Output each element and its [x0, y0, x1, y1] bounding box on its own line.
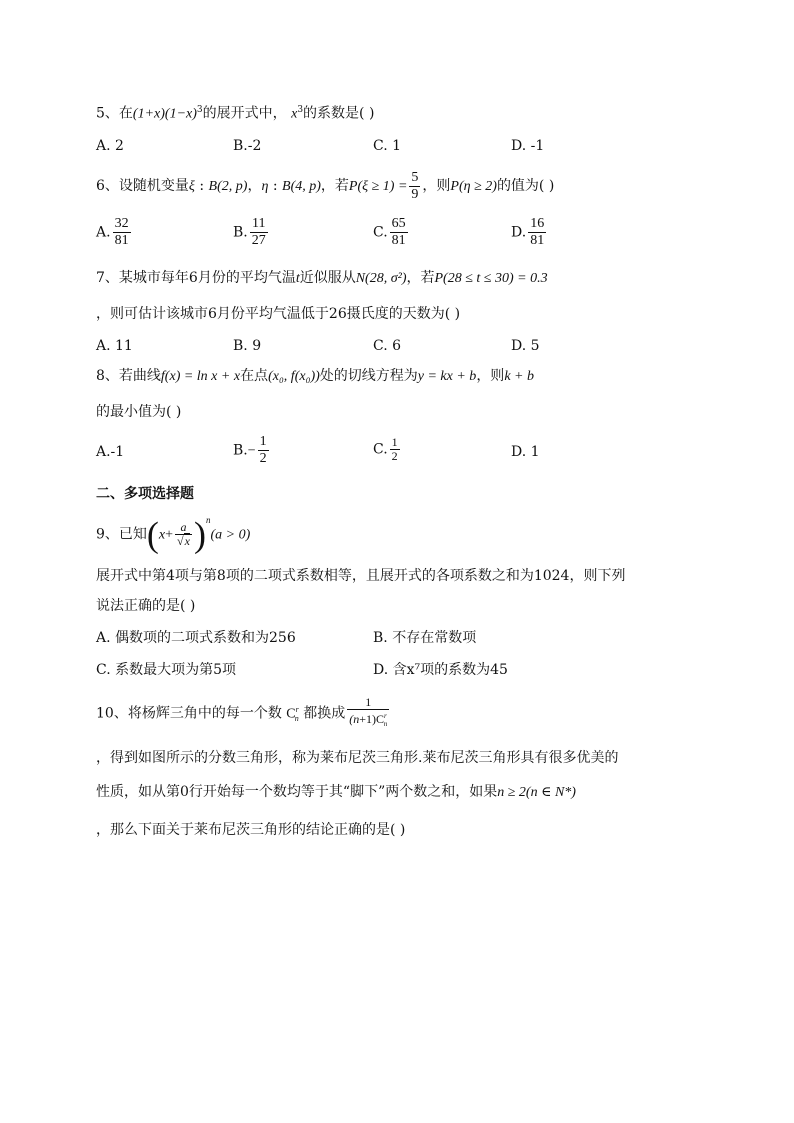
q10-stem-line1: 10、将杨辉三角中的每一个数 $C^r_n$ 都换成 $\frac{1}{(n+1)C^r_n}$ [96, 692, 391, 737]
q9-option-a[interactable]: A. 偶数项的二项式系数和为256 [96, 630, 296, 646]
q5-option-d[interactable]: D. -1 [511, 138, 545, 154]
section-heading-multiple-choice: 二、多项选择题 [96, 486, 194, 502]
q8-option-c[interactable]: C. $\frac{1}{2}$ [373, 435, 398, 463]
q7-option-b[interactable]: B. 9 [233, 338, 262, 354]
q7-option-d[interactable]: D. 5 [511, 338, 540, 354]
q8-option-b[interactable]: B.− $\frac{1}{2}$ [233, 434, 267, 466]
q9-stem-line3: 说法正确的是( ) [96, 598, 196, 614]
q10-stem-line4: ，那么下面关于莱布尼茨三角形的结论正确的是( ) [96, 822, 406, 838]
q10-stem-line2: ，得到如图所示的分数三角形，称为莱布尼茨三角形.莱布尼茨三角形具有很多优美的 [96, 750, 619, 766]
q6-option-a[interactable]: A. $\frac{32}{81}$ [96, 216, 129, 248]
q8-option-d[interactable]: D. 1 [511, 444, 540, 460]
q7-option-a[interactable]: A. 11 [96, 338, 133, 354]
q7-stem-line1: 7、某城市每年6月份的平均气温t近似服从N(28, σ²)，若P(28 ≤ t ≤ 30) = 0.3 [96, 270, 548, 286]
q6-option-c[interactable]: C. $\frac{65}{81}$ [373, 216, 406, 248]
q5-option-b[interactable]: B.-2 [233, 138, 262, 154]
q9-option-c[interactable]: C. 系数最大项为第5项 [96, 662, 237, 678]
q9-stem-line1: 9、已知(x+ $\frac{a}{√x}$ )$^n$(a > 0) [96, 514, 251, 555]
q8-stem-line2: 的最小值为( ) [96, 404, 182, 420]
q10-fraction: $\frac{1}{(n+1)C^r_n}$ [349, 694, 388, 729]
q5-expr: (1+x)(1−x) [132, 106, 197, 122]
q6-option-b[interactable]: B. $\frac{11}{27}$ [233, 216, 266, 248]
q7-stem-line2: ，则可估计该城市6月份平均气温低于26摄氏度的天数为( ) [96, 306, 461, 322]
q8-stem-line1: 8、若曲线f(x) = ln x + x在点(x₀, f(x₀))处的切线方程为y = kx + b，则k + b [96, 368, 534, 384]
q9-option-b[interactable]: B. 不存在常数项 [373, 630, 477, 646]
q7-option-c[interactable]: C. 6 [373, 338, 402, 354]
q5-option-c[interactable]: C. 1 [373, 138, 402, 154]
q6-option-d[interactable]: D. $\frac{16}{81}$ [511, 216, 545, 248]
q8-option-a[interactable]: A.-1 [96, 444, 125, 460]
q9-stem-line2: 展开式中第4项与第8项的二项式系数相等，且展开式的各项系数之和为1024，则下列 [96, 568, 626, 584]
q9-fraction: $\frac{a}{√x}$ [177, 520, 190, 549]
q10-stem-line3: 性质，如从第0行开始每一个数均等于其“脚下”两个数之和，如果n ≥ 2(n ∈ N*) [96, 784, 576, 800]
q6-fraction: $\frac{5}{9}$ [411, 169, 419, 202]
q5-stem: 5、在$(1+x)(1-x)^3$的展开式中， $x^3$的系数是( ) [96, 105, 375, 122]
q6-stem: 6、设随机变量ξ : B(2, p)，η : B(4, p)，若P(ξ ≥ 1) = $\frac{5}{9}$ ，则P(η ≥ 2)的值为( ) [96, 169, 555, 202]
q5-option-a[interactable]: A. 2 [96, 138, 124, 154]
q9-option-d[interactable]: D. 含x⁷项的系数为45 [373, 662, 508, 678]
